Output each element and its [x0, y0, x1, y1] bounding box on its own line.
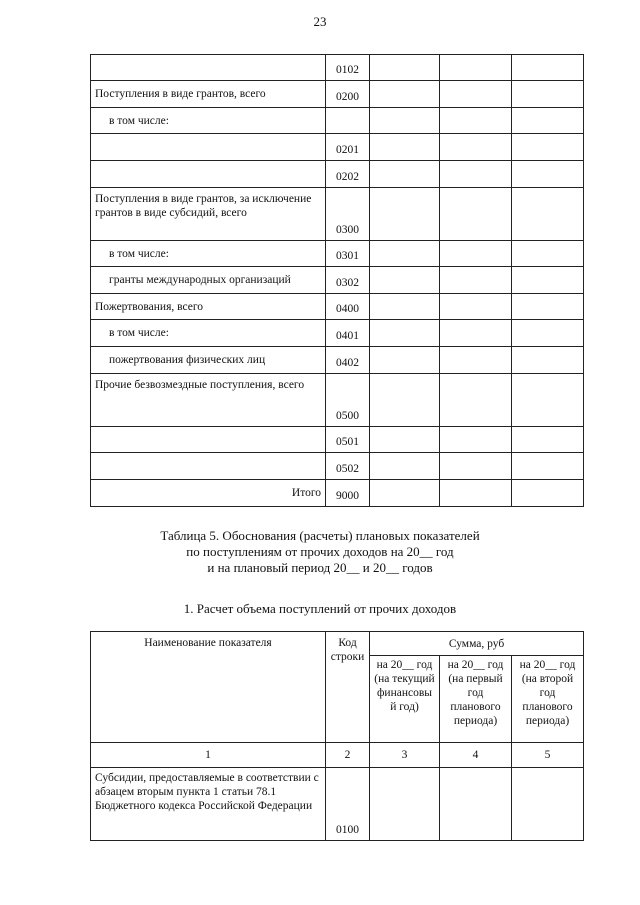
table-row [91, 241, 584, 267]
row-name: Поступления в виде грантов, всего [91, 81, 326, 108]
value-cell [512, 134, 584, 161]
value-cell [370, 81, 440, 108]
value-cell [440, 427, 512, 453]
row-code: 9000 [326, 480, 370, 507]
table-row [91, 480, 584, 507]
value-cell [440, 81, 512, 108]
header-col-5: на 20__ год (на второй год планового периода) [512, 656, 584, 743]
value-cell [370, 427, 440, 453]
value-cell [512, 347, 584, 374]
table-row [91, 108, 584, 134]
table-row [91, 267, 584, 294]
value-cell [440, 188, 512, 241]
value-cell [370, 267, 440, 294]
row-code: 0300 [326, 188, 370, 241]
value-cell [370, 188, 440, 241]
table-row [91, 453, 584, 480]
row-code [326, 108, 370, 134]
row-code: 0302 [326, 267, 370, 294]
value-cell [370, 294, 440, 320]
col-number-1: 1 [91, 743, 326, 768]
value-cell [370, 347, 440, 374]
value-cell [512, 320, 584, 347]
row-name [91, 453, 326, 480]
row-code: 0401 [326, 320, 370, 347]
value-cell [440, 374, 512, 427]
table-row [91, 55, 584, 81]
value-cell [512, 374, 584, 427]
row-name: Итого [91, 480, 326, 507]
subsidy-cell-5 [512, 768, 584, 841]
value-cell [370, 55, 440, 81]
header-col-4: на 20__ год (на первый год планового периода) [440, 656, 512, 743]
value-cell [512, 81, 584, 108]
row-name [91, 134, 326, 161]
value-cell [512, 294, 584, 320]
row-name [91, 161, 326, 188]
value-cell [512, 427, 584, 453]
value-cell [440, 480, 512, 507]
table-row [91, 320, 584, 347]
title-line-2: по поступлениям от прочих доходов на 20__ год [186, 544, 454, 559]
col-number-2: 2 [326, 743, 370, 768]
col-number-5: 5 [512, 743, 584, 768]
row-code: 0501 [326, 427, 370, 453]
value-cell [440, 294, 512, 320]
subsidy-row-name: Субсидии, предоставляемые в соответствии с абзацем вторым пункта 1 статьи 78.1 Бюджетного кодекса Российской Федерации [91, 768, 326, 841]
row-code: 0402 [326, 347, 370, 374]
table-row [91, 427, 584, 453]
row-code: 0200 [326, 81, 370, 108]
row-name [91, 55, 326, 81]
row-code: 0502 [326, 453, 370, 480]
row-name: в том числе: [91, 241, 326, 267]
table-row [91, 347, 584, 374]
value-cell [440, 267, 512, 294]
header-sum: Сумма, руб [370, 632, 584, 656]
table-row [91, 134, 584, 161]
value-cell [370, 480, 440, 507]
value-cell [440, 108, 512, 134]
header-code: Код строки [326, 632, 370, 743]
subsidy-cell-4 [440, 768, 512, 841]
title-line-1: Таблица 5. Обоснования (расчеты) плановых показателей [160, 528, 480, 543]
col-number-4: 4 [440, 743, 512, 768]
value-cell [370, 374, 440, 427]
value-cell [440, 134, 512, 161]
subsidy-row-code: 0100 [326, 768, 370, 841]
row-code: 0202 [326, 161, 370, 188]
value-cell [512, 241, 584, 267]
row-name: Пожертвования, всего [91, 294, 326, 320]
value-cell [512, 108, 584, 134]
value-cell [512, 55, 584, 81]
value-cell [440, 241, 512, 267]
value-cell [370, 453, 440, 480]
table-5-title [0, 528, 640, 576]
row-code: 0400 [326, 294, 370, 320]
value-cell [512, 453, 584, 480]
value-cell [370, 161, 440, 188]
value-cell [512, 188, 584, 241]
value-cell [370, 134, 440, 161]
value-cell [512, 267, 584, 294]
row-code: 0102 [326, 55, 370, 81]
value-cell [440, 320, 512, 347]
row-name: в том числе: [91, 320, 326, 347]
row-code: 0500 [326, 374, 370, 427]
value-cell [440, 347, 512, 374]
value-cell [512, 480, 584, 507]
section-title: 1. Расчет объема поступлений от прочих доходов [183, 601, 457, 616]
row-name: в том числе: [91, 108, 326, 134]
table-row [91, 161, 584, 188]
value-cell [512, 161, 584, 188]
other-income-table [90, 631, 584, 841]
row-code: 0201 [326, 134, 370, 161]
row-name: пожертвования физических лиц [91, 347, 326, 374]
title-line-3: и на плановый период 20__ и 20__ годов [207, 560, 433, 575]
value-cell [370, 241, 440, 267]
value-cell [370, 108, 440, 134]
table-row [91, 374, 584, 427]
value-cell [440, 161, 512, 188]
row-name: Поступления в виде грантов, за исключение грантов в виде субсидий, всего [91, 188, 326, 241]
page-number: 23 [313, 14, 327, 29]
table-row [91, 188, 584, 241]
row-name [91, 427, 326, 453]
row-name: гранты международных организаций [91, 267, 326, 294]
header-name: Наименование показателя [91, 632, 326, 743]
table-row [91, 294, 584, 320]
row-name: Прочие безвозмездные поступления, всего [91, 374, 326, 427]
subsidy-cell-3 [370, 768, 440, 841]
grants-revenue-table [90, 54, 584, 507]
value-cell [370, 320, 440, 347]
row-code: 0301 [326, 241, 370, 267]
col-number-3: 3 [370, 743, 440, 768]
value-cell [440, 55, 512, 81]
value-cell [440, 453, 512, 480]
header-col-3: на 20__ год (на текущий финансовы й год) [370, 656, 440, 743]
table-row [91, 81, 584, 108]
